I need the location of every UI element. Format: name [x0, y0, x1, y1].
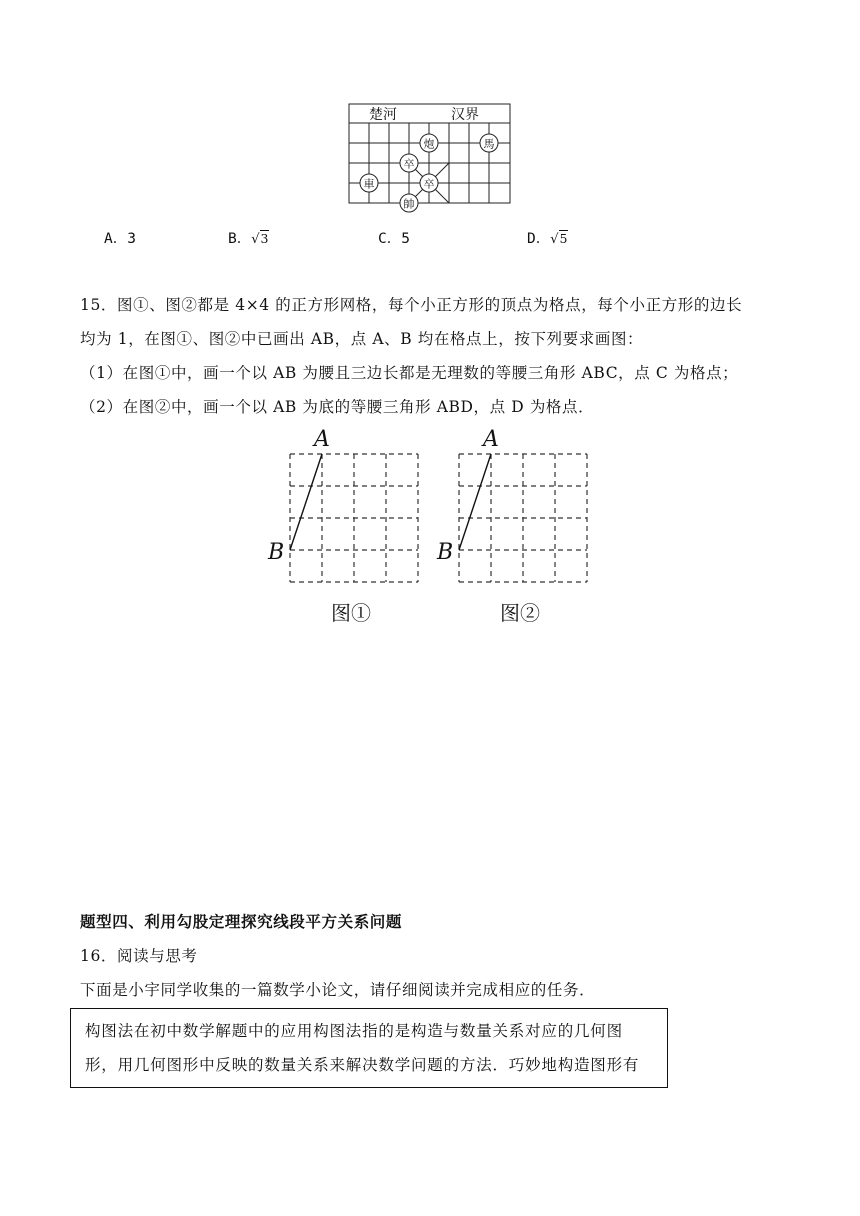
- point-a-label: A: [483, 427, 499, 452]
- river-right-label: 汉界: [451, 107, 479, 123]
- essay-box: [70, 1008, 668, 1088]
- grid-figure-2: [431, 424, 601, 590]
- piece-ju: [360, 174, 378, 192]
- piece-shuai: [400, 194, 418, 212]
- q15-line-4: （2）在图②中，画一个以 AB 为底的等腰三角形 ABD，点 D 为格点．: [80, 398, 595, 416]
- piece-pao: [420, 134, 438, 152]
- figure-2-caption: 图②: [500, 601, 540, 625]
- option-b: B．√3: [228, 231, 269, 247]
- figure-1-caption: 图①: [331, 601, 371, 625]
- essay-line-2: 形，用几何图形中反映的数量关系来解决数学问题的方法．巧妙地构造图形有: [85, 1056, 640, 1074]
- q15-line-1: 15．图①、图②都是 4×4 的正方形网格，每个小正方形的顶点为格点，每个小正方形的边长: [80, 296, 743, 314]
- svg-text:卒: 卒: [403, 157, 415, 171]
- point-b-label: B: [437, 540, 454, 565]
- q16-title: 16．阅读与思考: [80, 947, 198, 965]
- grid-figure-1: [262, 424, 432, 590]
- chess-board-figure: [340, 98, 520, 218]
- segment-ab: [290, 454, 322, 550]
- option-d: D．√5: [527, 231, 568, 247]
- piece-zu-2: [420, 174, 438, 192]
- segment-ab: [459, 454, 491, 550]
- piece-ma: [480, 134, 498, 152]
- option-a: A．3: [104, 231, 136, 247]
- river-left-label: 楚河: [369, 107, 397, 123]
- option-c: C．5: [378, 231, 410, 247]
- section-heading: 题型四、利用勾股定理探究线段平方关系问题: [80, 912, 403, 931]
- point-b-label: B: [268, 540, 285, 565]
- essay-line-1: 构图法在初中数学解题中的应用构图法指的是构造与数量关系对应的几何图: [85, 1022, 623, 1040]
- q16-intro: 下面是小宇同学收集的一篇数学小论文，请仔细阅读并完成相应的任务．: [80, 981, 596, 999]
- q15-line-2: 均为 1，在图①、图②中已画出 AB，点 A、B 均在格点上，按下列要求画图：: [80, 330, 644, 348]
- q15-line-3: （1）在图①中，画一个以 AB 为腰且三边长都是无理数的等腰三角形 ABC，点 C 为格点；: [80, 364, 739, 382]
- svg-text:車: 車: [363, 177, 375, 191]
- svg-text:馬: 馬: [483, 137, 495, 151]
- svg-text:炮: 炮: [423, 137, 435, 151]
- svg-text:卒: 卒: [423, 177, 435, 191]
- piece-zu-1: [400, 154, 418, 172]
- svg-text:帥: 帥: [403, 197, 415, 211]
- point-a-label: A: [314, 427, 330, 452]
